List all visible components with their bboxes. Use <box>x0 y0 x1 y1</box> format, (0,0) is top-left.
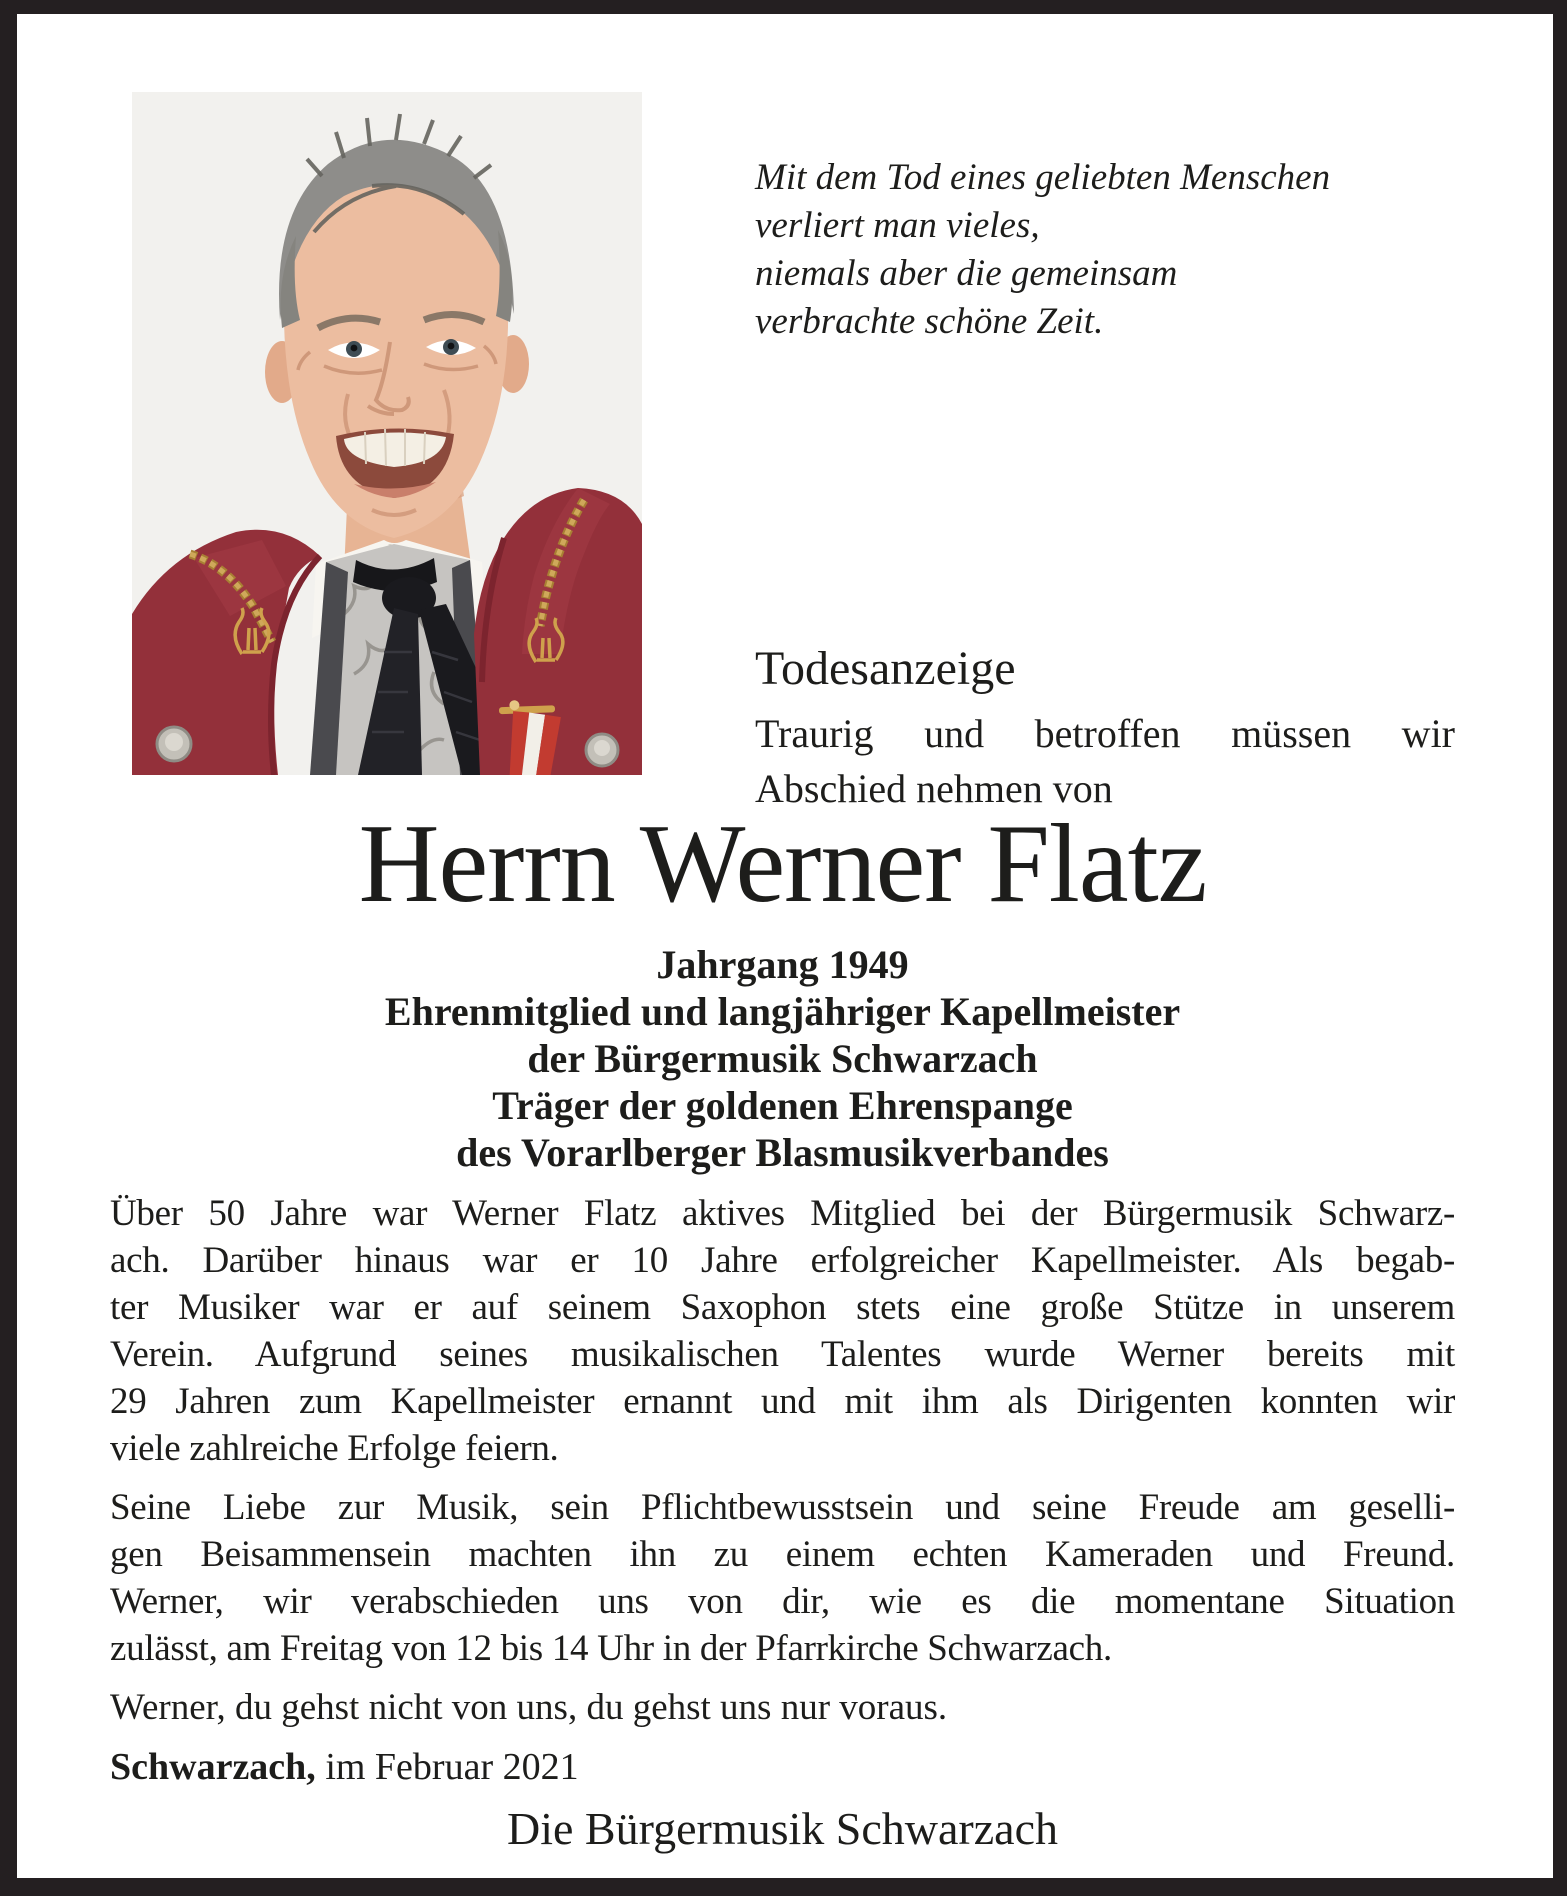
date-label: im Februar 2021 <box>315 1745 579 1788</box>
text-line: ach. Darüber hinaus war er 10 Jahre erfolgreicher Kapellmeister. Als begab- <box>110 1239 1455 1281</box>
text-line: der Bürgermusik Schwarzach <box>527 1035 1038 1081</box>
place-label: Schwarzach, <box>110 1745 316 1788</box>
farewell-line: Werner, du gehst nicht von uns, du gehst uns nur voraus. <box>110 1686 948 1728</box>
portrait-photo <box>132 92 642 775</box>
obituary-paragraph-1 <box>110 1190 1455 1472</box>
text-line: Seine Liebe zur Musik, sein Pflichtbewusstsein und seine Freude am geselli- <box>110 1486 1455 1528</box>
frame-top-border <box>0 0 1567 14</box>
text-line: niemals aber die gemeinsam <box>755 253 1178 294</box>
frame-left-border <box>0 0 17 1896</box>
text-line: zulässt, am Freitag von 12 bis 14 Uhr in der Pfarrkirche Schwarzach. <box>110 1627 1112 1669</box>
memorial-quote <box>755 154 1455 346</box>
text-line: Verein. Aufgrund seines musikalischen Talentes wurde Werner bereits mit <box>110 1333 1455 1375</box>
announcement-title: Todesanzeige <box>755 642 1016 695</box>
text-line: Werner, wir verabschieden uns von dir, wie es die momentane Situation <box>110 1580 1455 1622</box>
text-line: gen Beisammensein machten ihn zu einem echten Kameraden und Freund. <box>110 1533 1455 1575</box>
text-line: viele zahlreiche Erfolge feiern. <box>110 1427 559 1469</box>
right-column <box>755 154 1455 816</box>
deceased-name: Herrn Werner Flatz <box>358 802 1207 926</box>
announcement-intro <box>755 706 1455 816</box>
top-section <box>110 14 1455 811</box>
text-line: verbrachte schöne Zeit. <box>755 301 1104 342</box>
frame-bottom-border <box>0 1878 1567 1896</box>
text-line: Mit dem Tod eines geliebten Menschen <box>755 157 1331 198</box>
place-date-line <box>110 1745 1455 1789</box>
text-line: Traurig und betroffen müssen wir <box>755 711 1455 756</box>
text-line: 29 Jahren zum Kapellmeister ernannt und mit ihm als Dirigenten konnten wir <box>110 1380 1455 1422</box>
text-line: verliert man vieles, <box>755 205 1040 246</box>
text-line: Über 50 Jahre war Werner Flatz aktives Mitglied bei der Bürgermusik Schwarz- <box>110 1192 1455 1234</box>
obituary-paragraph-2 <box>110 1484 1455 1672</box>
signature-line: Die Bürgermusik Schwarzach <box>507 1802 1058 1854</box>
text-line: des Vorarlberger Blasmusikverbandes <box>456 1129 1109 1175</box>
deceased-honors <box>110 941 1455 1176</box>
frame-right-border <box>1553 0 1567 1896</box>
notice-content <box>17 14 1553 1878</box>
text-line: Ehrenmitglied und langjähriger Kapellmeister <box>384 988 1181 1034</box>
text-line: Träger der goldenen Ehrenspange <box>492 1082 1073 1128</box>
text-line: Abschied nehmen von <box>755 766 1113 811</box>
text-line: Jahrgang 1949 <box>656 941 909 987</box>
text-line: ter Musiker war er auf seinem Saxophon stets eine große Stütze in unserem <box>110 1286 1455 1328</box>
